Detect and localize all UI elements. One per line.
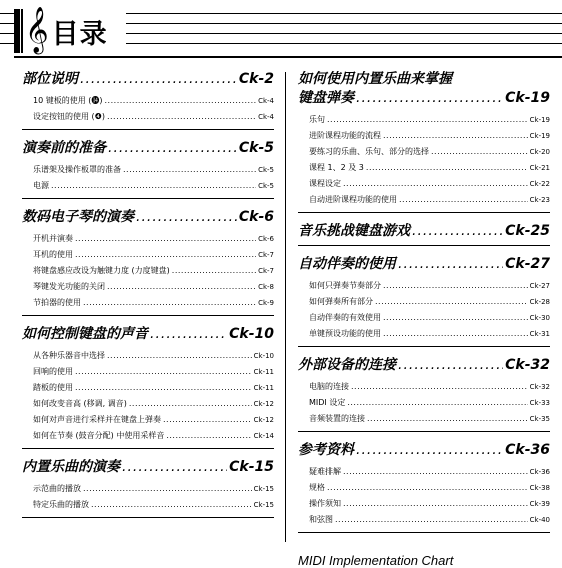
leader-dots	[80, 70, 237, 89]
toc-entry[interactable]	[33, 396, 274, 412]
entry-title: 和弦图	[309, 515, 333, 524]
section-heading[interactable]	[298, 70, 550, 108]
entry-title: 操作须知	[309, 499, 341, 508]
entry-title: 如何在节奏 (鼓音分配) 中使用采样音	[33, 431, 165, 440]
toc-section	[298, 70, 550, 213]
leader-dots	[431, 144, 528, 159]
section-items	[309, 464, 550, 528]
toc-entry[interactable]	[33, 109, 274, 125]
section-title: 如何控制键盘的声音	[22, 326, 148, 342]
entry-page: Ck-11	[253, 368, 274, 376]
leader-dots	[343, 176, 528, 191]
leader-dots	[347, 395, 527, 410]
entry-page: Ck-10	[253, 352, 274, 360]
entry-page: Ck-38	[529, 484, 550, 492]
entry-page: Ck-12	[253, 416, 274, 424]
toc-entry[interactable]	[33, 93, 274, 109]
entry-title: 设定按钮的使用 (❹)	[33, 112, 105, 121]
toc-entry[interactable]	[309, 278, 550, 294]
entry-title: 如何只弹奏节奏部分	[309, 281, 381, 290]
header-rule	[14, 56, 562, 58]
toc-right-column	[298, 70, 550, 568]
section-page: Ck-25	[505, 223, 550, 239]
entry-page: Ck-32	[529, 383, 550, 391]
toc-section	[22, 458, 274, 518]
leader-dots	[366, 160, 528, 175]
leader-dots	[122, 458, 227, 477]
toc-entry[interactable]	[33, 412, 274, 428]
leader-dots	[356, 89, 503, 108]
toc-entry[interactable]	[309, 480, 550, 496]
entry-page: Ck-22	[529, 180, 550, 188]
toc-entry[interactable]	[309, 411, 550, 427]
entry-page: Ck-27	[529, 282, 550, 290]
entry-page: Ck-30	[529, 314, 550, 322]
toc-entry[interactable]	[33, 263, 274, 279]
entry-title: 疑难排解	[309, 467, 341, 476]
leader-dots	[75, 231, 256, 246]
leader-dots	[83, 295, 256, 310]
leader-dots	[398, 356, 503, 375]
leader-dots	[163, 412, 252, 427]
leader-dots	[123, 162, 256, 177]
toc-section	[22, 208, 274, 316]
leader-dots	[91, 497, 252, 512]
section-rule	[22, 448, 274, 449]
section-rule	[298, 431, 550, 432]
toc-entry[interactable]	[33, 481, 274, 497]
section-page: Ck-10	[229, 326, 274, 342]
leader-dots	[108, 139, 237, 158]
leader-dots	[129, 396, 252, 411]
leader-dots	[343, 496, 528, 511]
toc-section	[22, 70, 274, 130]
entry-title: 回响的使用	[33, 367, 73, 376]
section-heading[interactable]	[298, 356, 550, 375]
toc-section	[298, 356, 550, 432]
barline-thick	[14, 9, 20, 53]
section-page: Ck-36	[505, 442, 550, 458]
toc-entry[interactable]	[33, 178, 274, 194]
section-title: 数码电子琴的演奏	[22, 209, 134, 225]
toc-entry[interactable]	[309, 128, 550, 144]
entry-title: 踏板的使用	[33, 383, 73, 392]
toc-section	[22, 139, 274, 199]
section-rule	[298, 532, 550, 533]
entry-page: Ck-20	[529, 148, 550, 156]
treble-clef-icon: 𝄞	[25, 7, 49, 53]
section-items	[309, 379, 550, 427]
entry-title: 电脑的连接	[309, 382, 349, 391]
section-title: 音乐挑战键盘游戏	[298, 223, 410, 239]
toc-entry[interactable]	[33, 162, 274, 178]
entry-title: 规格	[309, 483, 325, 492]
toc-entry[interactable]	[33, 428, 274, 444]
section-items	[33, 481, 274, 513]
leader-dots	[75, 364, 252, 379]
page-title: 目录	[51, 18, 108, 50]
section-heading[interactable]	[22, 70, 274, 89]
section-heading[interactable]	[22, 139, 274, 158]
entry-page: Ck-12	[253, 400, 274, 408]
toc-entry[interactable]	[309, 160, 550, 176]
toc-entry[interactable]	[33, 247, 274, 263]
entry-page: Ck-21	[529, 164, 550, 172]
entry-title: 自动进阶课程功能的使用	[309, 195, 397, 204]
entry-page: Ck-15	[253, 485, 274, 493]
leader-dots	[375, 294, 528, 309]
section-page: Ck-19	[505, 90, 550, 106]
entry-title: 单键预设功能的使用	[309, 329, 381, 338]
toc-entry[interactable]	[309, 310, 550, 326]
entry-title: MIDI 设定	[309, 398, 346, 407]
toc-section	[22, 325, 274, 449]
toc-entry[interactable]	[33, 231, 274, 247]
section-rule	[22, 517, 274, 518]
entry-page: Ck-15	[253, 501, 274, 509]
entry-title: 课程设定	[309, 179, 341, 188]
toc-entry[interactable]	[309, 176, 550, 192]
toc-section	[298, 441, 550, 533]
entry-title: 如何对声音进行采样并在键盘上弹奏	[33, 415, 161, 424]
entry-page: Ck-36	[529, 468, 550, 476]
section-rule	[298, 212, 550, 213]
section-page: Ck-2	[238, 71, 274, 87]
leader-dots	[105, 93, 257, 108]
page-header	[0, 0, 562, 62]
entry-title: 进阶课程功能的流程	[309, 131, 381, 140]
entry-title: 开机并演奏	[33, 234, 73, 243]
section-page: Ck-32	[505, 357, 550, 373]
midi-implementation-chart[interactable]: MIDI Implementation Chart	[298, 553, 454, 568]
entry-page: Ck-4	[258, 113, 274, 121]
leader-dots	[75, 247, 256, 262]
leader-dots	[383, 326, 528, 341]
toc-entry[interactable]	[309, 395, 550, 411]
leader-dots	[383, 310, 528, 325]
entry-title: 示范曲的播放	[33, 484, 81, 493]
section-title-line1: 如何使用内置乐曲来掌握	[298, 71, 452, 87]
section-page: Ck-15	[229, 459, 274, 475]
entry-title: 特定乐曲的播放	[33, 500, 89, 509]
entry-page: Ck-6	[258, 235, 274, 243]
section-heading[interactable]	[22, 325, 274, 344]
leader-dots	[136, 208, 237, 227]
toc-section	[298, 255, 550, 347]
section-items	[309, 278, 550, 342]
entry-title: 乐谱架及操作板罩的准备	[33, 165, 121, 174]
section-heading[interactable]	[22, 208, 274, 227]
section-page: Ck-5	[238, 140, 274, 156]
section-title: 自动伴奏的使用	[298, 256, 396, 272]
leader-dots	[383, 278, 528, 293]
leader-dots	[399, 192, 528, 207]
leader-dots	[83, 481, 252, 496]
toc-entry[interactable]	[309, 326, 550, 342]
section-heading[interactable]	[22, 458, 274, 477]
leader-dots	[412, 222, 503, 241]
leader-dots	[107, 109, 256, 124]
section-items	[33, 93, 274, 125]
section-heading-line2	[298, 89, 550, 108]
leader-dots	[351, 379, 528, 394]
entry-page: Ck-14	[253, 432, 274, 440]
entry-title: 从各种乐器音中选择	[33, 351, 105, 360]
section-heading[interactable]	[298, 222, 550, 241]
entry-page: Ck-31	[529, 330, 550, 338]
toc-entry[interactable]	[309, 379, 550, 395]
entry-title: 节拍器的使用	[33, 298, 81, 307]
section-rule	[298, 346, 550, 347]
section-heading[interactable]	[298, 255, 550, 274]
entry-page: Ck-8	[258, 283, 274, 291]
section-rule	[22, 315, 274, 316]
toc-entry[interactable]	[33, 380, 274, 396]
entry-page: Ck-11	[253, 384, 274, 392]
toc-entry[interactable]	[33, 364, 274, 380]
barline-thin	[21, 9, 23, 53]
toc-entry[interactable]	[33, 497, 274, 513]
leader-dots	[150, 325, 227, 344]
section-page: Ck-27	[505, 256, 550, 272]
entry-title: 要练习的乐曲、乐句、部分的选择	[309, 147, 429, 156]
entry-title: 如何弹奏所有部分	[309, 297, 373, 306]
leader-dots	[327, 480, 528, 495]
entry-title: 电源	[33, 181, 49, 190]
section-items	[33, 348, 274, 444]
section-items	[309, 112, 550, 208]
leader-dots	[327, 112, 528, 127]
leader-dots	[107, 279, 256, 294]
entry-page: Ck-4	[258, 97, 274, 105]
toc-entry[interactable]	[309, 112, 550, 128]
leader-dots	[166, 428, 251, 443]
entry-title: 琴键发光功能的关闭	[33, 282, 105, 291]
entry-page: Ck-19	[529, 116, 550, 124]
toc-entry[interactable]	[309, 512, 550, 528]
leader-dots	[335, 512, 528, 527]
toc-entry[interactable]	[309, 294, 550, 310]
section-title: 内置乐曲的演奏	[22, 459, 120, 475]
toc-entry[interactable]	[309, 192, 550, 208]
entry-title: 如何改变音高 (移调, 调音)	[33, 399, 127, 408]
toc-entry[interactable]	[33, 348, 274, 364]
section-items	[33, 162, 274, 194]
section-title: 演奏前的准备	[22, 140, 106, 156]
entry-page: Ck-40	[529, 516, 550, 524]
leader-dots	[75, 380, 252, 395]
entry-title: 耳机的使用	[33, 250, 73, 259]
section-rule	[298, 245, 550, 246]
section-heading[interactable]	[298, 441, 550, 460]
section-title: 部位说明	[22, 71, 78, 87]
leader-dots	[107, 348, 252, 363]
column-divider	[285, 72, 286, 542]
entry-page: Ck-5	[258, 166, 274, 174]
section-title: 参考资料	[298, 442, 354, 458]
entry-title: 自动伴奏的有效使用	[309, 313, 381, 322]
leader-dots	[367, 411, 528, 426]
entry-page: Ck-39	[529, 500, 550, 508]
toc-left-column	[22, 70, 274, 527]
entry-page: Ck-35	[529, 415, 550, 423]
section-rule	[22, 198, 274, 199]
section-rule	[22, 129, 274, 130]
entry-page: Ck-33	[529, 399, 550, 407]
title-block	[14, 6, 126, 56]
toc-entry[interactable]	[309, 496, 550, 512]
entry-title: 课程 1、2 及 3	[309, 163, 364, 172]
entry-page: Ck-19	[529, 132, 550, 140]
entry-page: Ck-23	[529, 196, 550, 204]
entry-title: 音频装置的连接	[309, 414, 365, 423]
entry-page: Ck-5	[258, 182, 274, 190]
toc-entry[interactable]	[309, 464, 550, 480]
entry-page: Ck-28	[529, 298, 550, 306]
entry-page: Ck-9	[258, 299, 274, 307]
entry-title: 乐句	[309, 115, 325, 124]
section-title: 键盘弹奏	[298, 90, 354, 106]
entry-page: Ck-7	[258, 251, 274, 259]
leader-dots	[398, 255, 503, 274]
leader-dots	[356, 441, 503, 460]
entry-title: 10 键板的使用 (⓮)	[33, 96, 103, 105]
section-page: Ck-6	[238, 209, 274, 225]
toc-entry[interactable]	[33, 295, 274, 311]
section-title: 外部设备的连接	[298, 357, 396, 373]
entry-page: Ck-7	[258, 267, 274, 275]
section-items	[33, 231, 274, 311]
entry-title: 将键盘感应改设为触键力度 (力度键盘)	[33, 266, 170, 275]
leader-dots	[383, 128, 528, 143]
toc-entry[interactable]	[309, 144, 550, 160]
leader-dots	[51, 178, 256, 193]
leader-dots	[172, 263, 256, 278]
toc-entry[interactable]	[33, 279, 274, 295]
toc-section	[298, 222, 550, 246]
leader-dots	[343, 464, 528, 479]
